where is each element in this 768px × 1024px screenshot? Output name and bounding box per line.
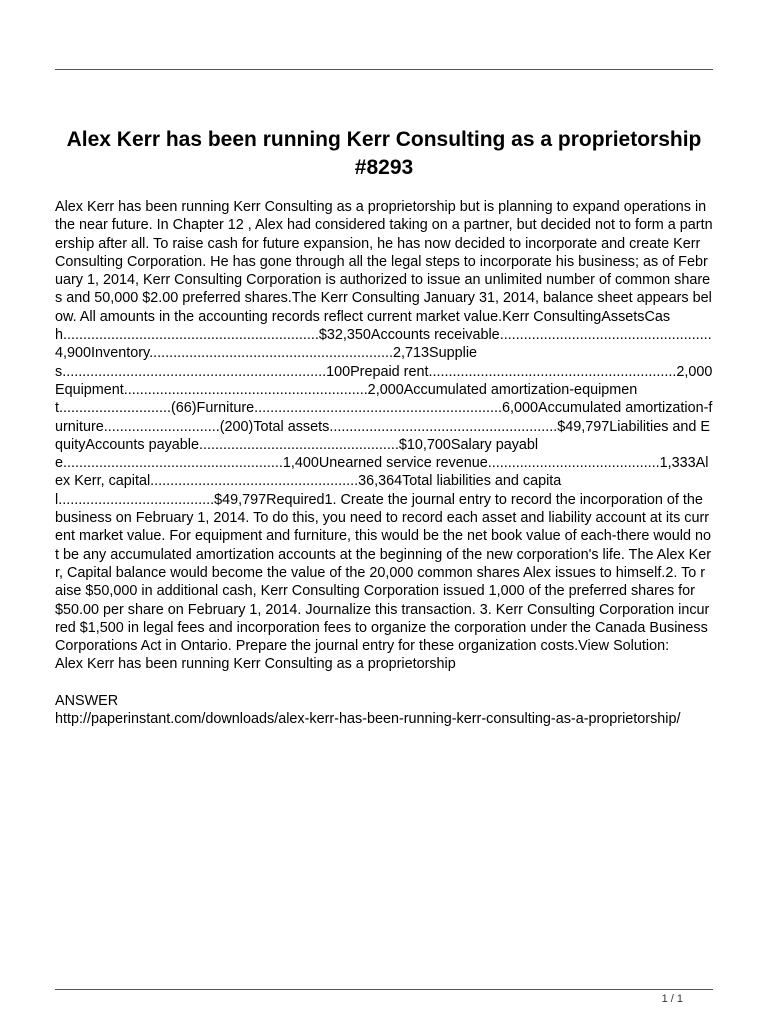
answer-link[interactable]: http://paperinstant.com/downloads/alex-kerr-has-been-running-kerr-consulting-as-a-proprietorship/	[55, 711, 681, 728]
spacer	[55, 674, 713, 692]
document-title: Alex Kerr has been running Kerr Consulting as a proprietorship #8293	[66, 128, 702, 179]
document-body	[55, 198, 713, 728]
body-paragraph: Alex Kerr has been running Kerr Consulting as a proprietorship but is planning to expand operations in the near future. In Chapter 12 , Alex had considered taking on a partner, but decided not to form a partnership after all. To raise cash for future expansion, he has now decided to incorporate and create Kerr Consulting Corporation. He has gone through all the legal steps to incorporate his business; as of February 1, 2014, Kerr Consulting Corporation is authorized to issue an unlimited number of common shares and 50,000 $2.00 preferred shares.The Kerr Consulting January 31, 2014, balance sheet appears below. All amounts in the accounting records reflect current market value.Kerr ConsultingAssetsCash................................................................$32,350Accounts receivable.....................................................4,900Inventory.............................................................2,713Supplies..................................................................100Prepaid rent..............................................................2,000Equipment.............................................................2,000Accumulated amortization-equipment............................(66)Furniture..............................................................6,000Accumulated amortization-furniture.............................(200)Total assets.........................................................$49,797Liabilities and EquityAccounts payable..................................................$10,700Salary payable.......................................................1,400Unearned service revenue...........................................1,333Alex Kerr, capital....................................................36,364Total liabilities and capital.......................................$49,797Required1. Create the journal entry to record the incorporation of the business on February 1, 2014. To do this, you need to record each asset and liability account at its current market value. For equipment and furniture, this would be the net book value of each-there would not be any accumulated amortization accounts at the beginning of the new corporation's life. The Alex Kerr, Capital balance would become the value of the 20,000 common shares Alex issues to himself.2. To raise $50,000 in additional cash, Kerr Consulting Corporation issued 1,000 of the preferred shares for $50.00 per share on February 1, 2014. Journalize this transaction. 3. Kerr Consulting Corporation incurred $1,500 in legal fees and incorporation fees to organize the corporation under the Canada Business Corporations Act in Ontario. Prepare the journal entry for these organization costs.View Solution:	[55, 199, 713, 655]
top-divider	[55, 69, 713, 70]
answer-label: ANSWER	[55, 692, 119, 709]
subheading: Alex Kerr has been running Kerr Consulting as a proprietorship	[55, 656, 456, 673]
page-number: 1 / 1	[661, 993, 683, 1005]
bottom-divider	[55, 989, 713, 990]
